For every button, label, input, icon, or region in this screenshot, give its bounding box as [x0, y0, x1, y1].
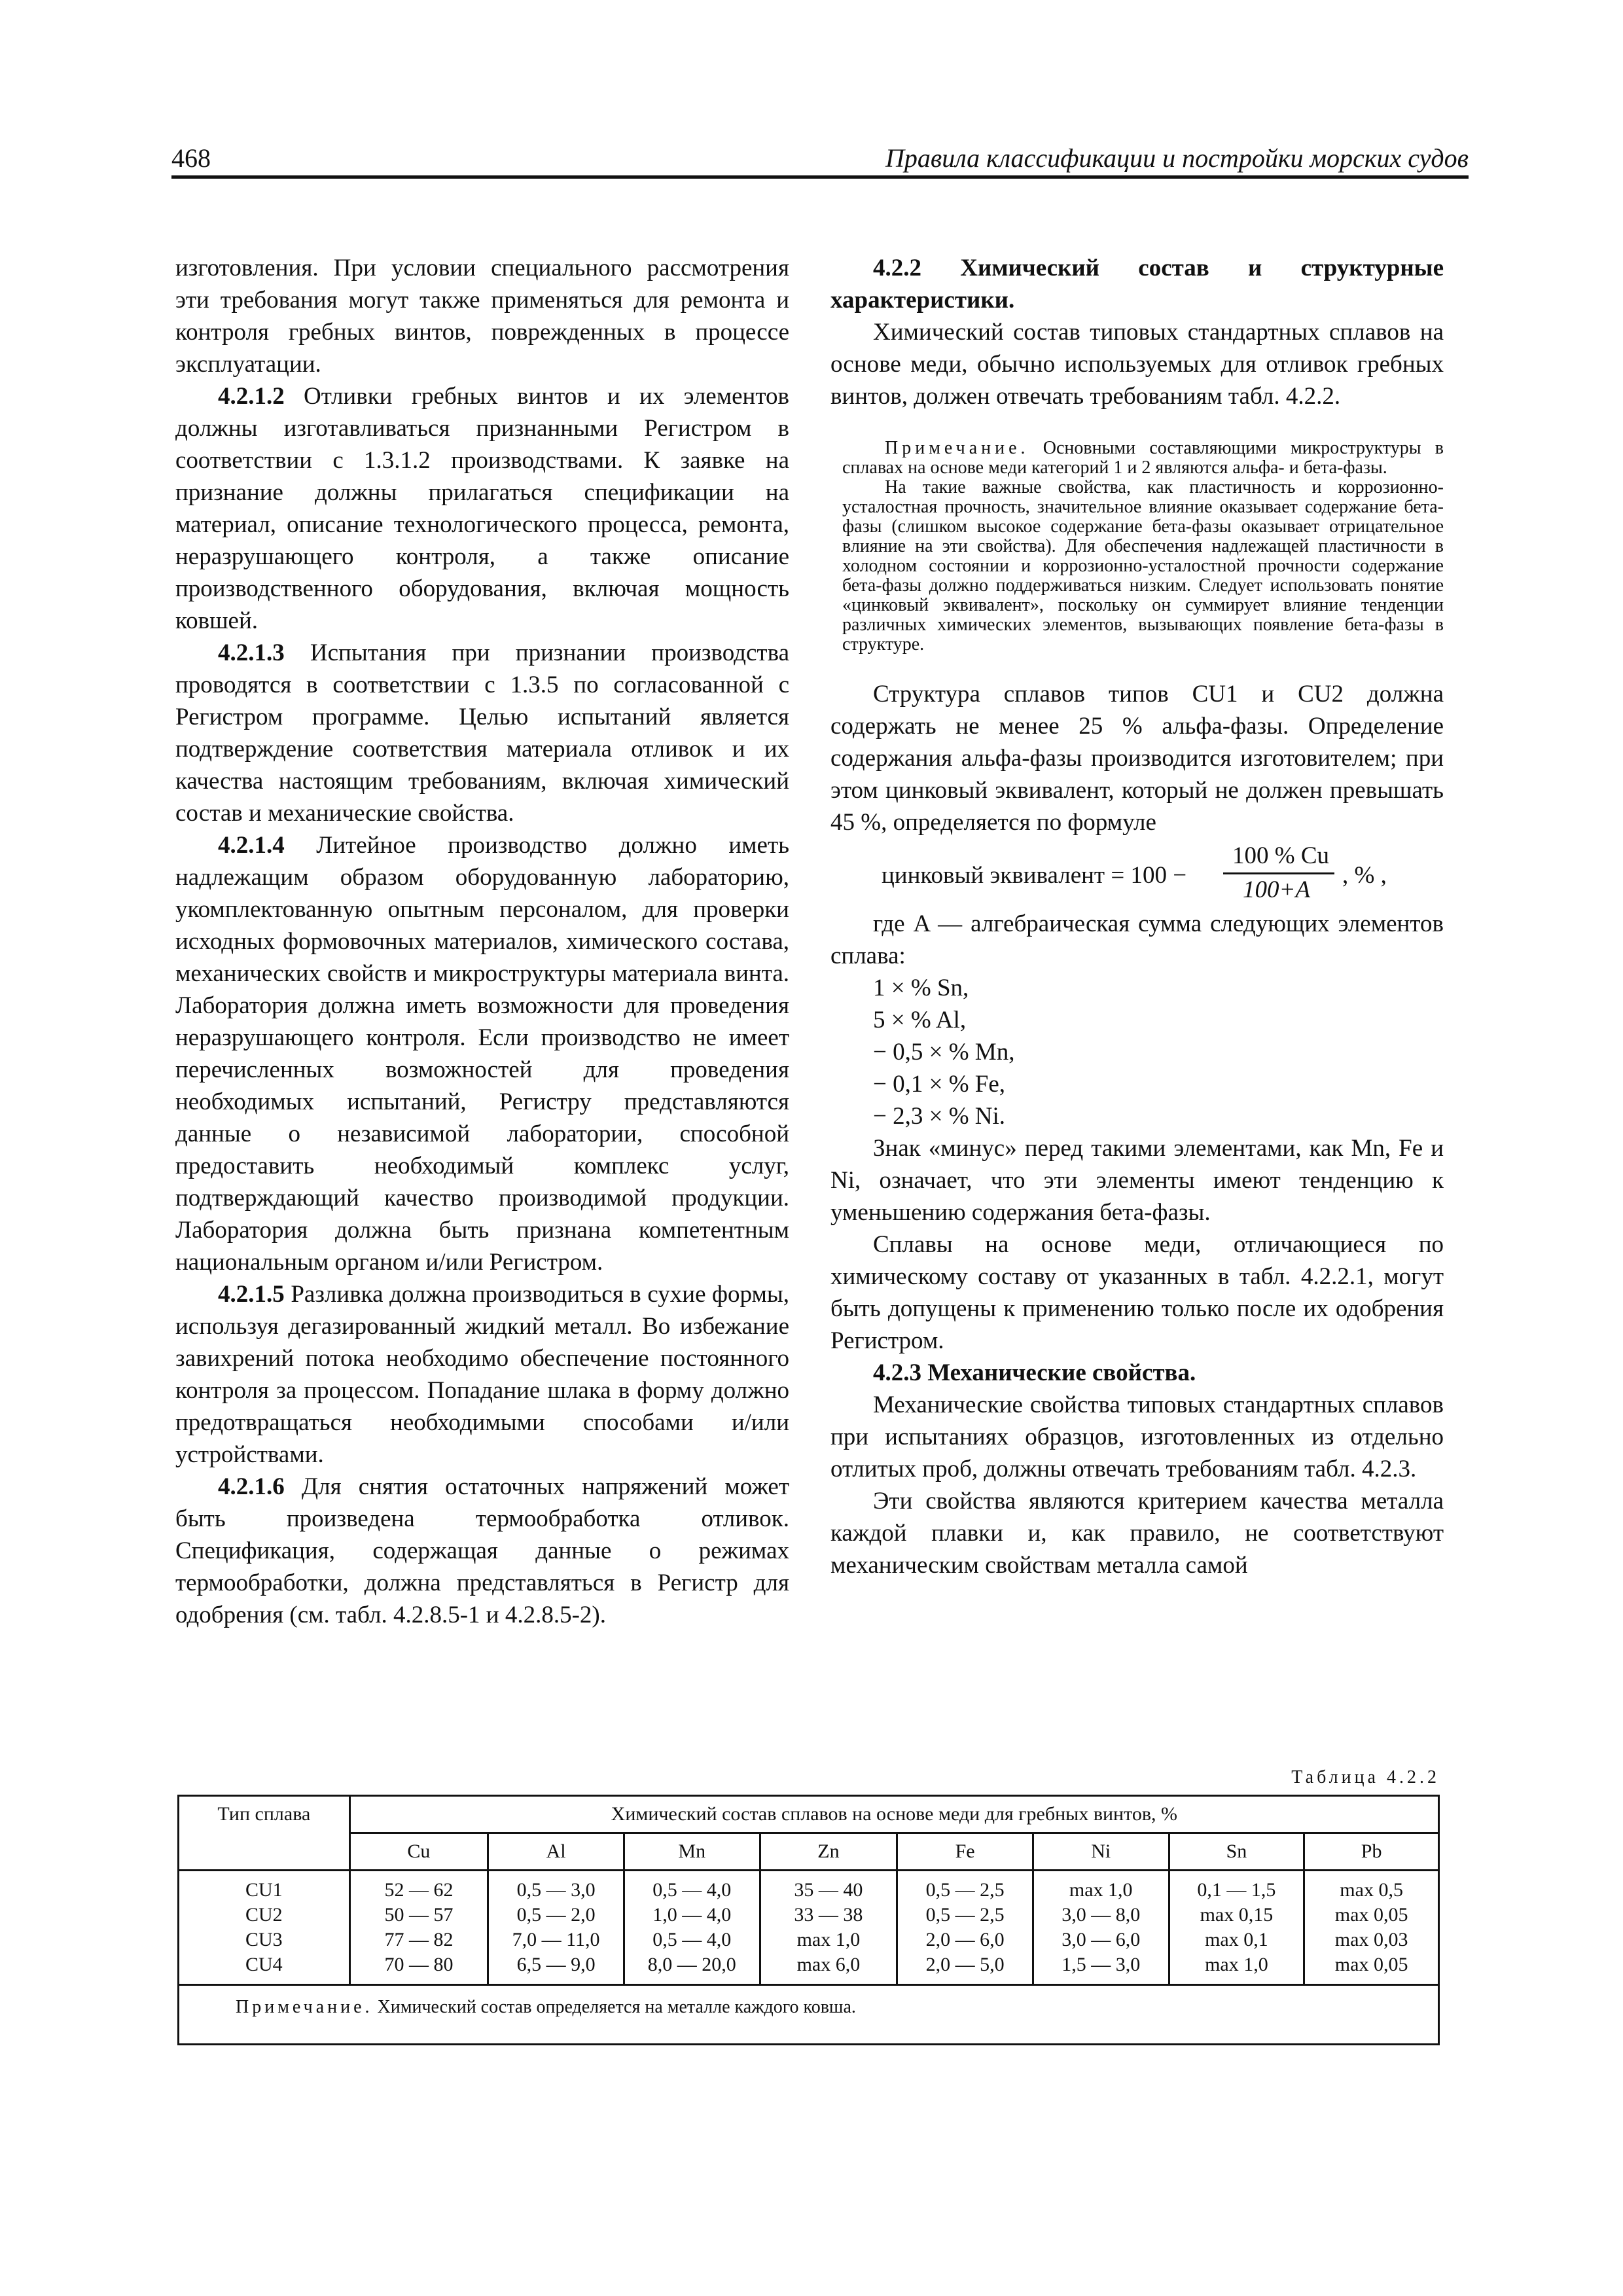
table-cell: 0,5 — 2,5 [925, 1904, 1005, 1926]
paragraph-text: Разливка должна производиться в сухие формы, используя дегазированный жидкий металл. Во избежание завихрений потока необходимо обеспечение постоянного контроля за процессом. Попадание шлака в форму должно предотвращаться необходимыми способами и/или устройствами. [175, 1281, 789, 1468]
table-cell: CU4 [245, 1954, 283, 1975]
clause-number: 4.2.1.3 [218, 639, 285, 666]
paragraph-where: где A — алгебраическая сумма следующих элементов сплава: [830, 910, 1444, 969]
table-cell: 0,1 — 1,5 [1197, 1879, 1276, 1901]
note-paragraph-2: На такие важные свойства, как пластичность и коррозионно-усталостная прочность, значительное влияние оказывает содержание бета-фазы (слишком высокое содержание бета-фазы оказывает отрицательное влияние на эти свойства). Для обеспечения надлежащей пластичности в холодном состоянии и коррозионно-усталостной прочности содержание бета-фазы должно поддерживаться низким. Следует использовать понятие «цинковый эквивалент», поскольку он суммирует влияние тенденции различных химических элементов, вызывающих появление бета-фазы в структуре. [842, 477, 1444, 655]
table-cell: 33 — 38 [794, 1904, 863, 1926]
table-cell: max 0,1 [1205, 1929, 1268, 1950]
col-header-sn: Sn [1169, 1833, 1304, 1871]
table-caption: Таблица 4.2.2 [1291, 1767, 1440, 1787]
table-cell: max 6,0 [796, 1954, 861, 1975]
list-item: − 0,5 × % Mn, [873, 1039, 1015, 1066]
table-cell: 0,5 — 3,0 [516, 1879, 596, 1901]
paragraph-minus-sign: Знак «минус» перед такими элементами, как Mn, Fe и Ni, означает, что эти элементы имеют тенденцию к уменьшению содержания бета-фазы. [830, 1135, 1444, 1226]
list-item: 5 × % Al, [873, 1007, 967, 1033]
table-cell: 52 — 62 [384, 1879, 454, 1901]
zinc-equivalent-formula [830, 840, 1444, 908]
table-cell: 1,0 — 4,0 [652, 1904, 732, 1926]
paragraph-4-2-1-6 [175, 1471, 789, 1631]
clause-number: 4.2.1.4 [218, 832, 285, 859]
cell-cu [349, 1871, 488, 1985]
col-header-zn: Zn [760, 1833, 897, 1871]
chem-composition-table [177, 1795, 1440, 2045]
table-cell: max 1,0 [1069, 1879, 1133, 1901]
table-note-text: Химический состав определяется на металле каждого ковша. [372, 1997, 856, 2017]
clause-number: 4.2.1.5 [218, 1281, 285, 1308]
col-header-fe: Fe [897, 1833, 1033, 1871]
table-cell: CU3 [245, 1929, 283, 1950]
formula-denominator: 100+A [1243, 876, 1311, 903]
paragraph-text: Литейное производство должно иметь надлежащим образом оборудованную лабораторию, укомплектованную опытным персоналом, для проверки исходных формовочных материалов, химического состава, механических свойств и микроструктуры материала винта. Лаборатория должна иметь возможности для проведения неразрушающего контроля. Если производство не имеет перечисленных возможностей для проведения необходимых испытаний, Регистру представляются данные о независимой лаборатории, способной предоставить необходимый комплекс услуг, подтверждающий качество производимой продукции. Лаборатория должна быть признана компетентным национальным органом и/или Регистром. [175, 832, 789, 1276]
paragraph-chem-requirements: Химический состав типовых стандартных сплавов на основе меди, обычно используемых для отливок гребных винтов, должен отвечать требованиям табл. 4.2.2. [830, 319, 1444, 410]
table-cell: 3,0 — 8,0 [1061, 1904, 1141, 1926]
element-list [873, 972, 1444, 1132]
table-cell: 50 — 57 [384, 1904, 454, 1926]
table-cell: max 0,15 [1200, 1904, 1274, 1926]
formula-tail: , % , [1342, 862, 1387, 889]
note-label: Примечание. [885, 438, 1029, 458]
table-cell: 0,5 — 2,0 [516, 1904, 596, 1926]
table-cell: 3,0 — 6,0 [1061, 1929, 1141, 1950]
formula-left: цинковый эквивалент = 100 − [882, 862, 1187, 889]
note-block [830, 439, 1444, 655]
running-title: Правила классификации и постройки морских судов [885, 143, 1469, 173]
col-header-type: Тип сплава [179, 1796, 350, 1871]
table-cell: max 1,0 [796, 1929, 861, 1950]
header-rule [171, 175, 1469, 179]
table-cell: 2,0 — 6,0 [925, 1929, 1005, 1950]
table-cell: 77 — 82 [384, 1929, 454, 1950]
table-cell: CU1 [245, 1879, 283, 1901]
table-note-label: Примечание. [236, 1997, 373, 2017]
table-cell: 2,0 — 5,0 [925, 1954, 1005, 1975]
note-text: Основными составляющими микроструктуры в сплавах на основе меди категорий 1 и 2 являются альфа- и бета-фазы. [842, 438, 1444, 478]
table-cell: max 1,0 [1205, 1954, 1268, 1975]
paragraph-mechanical: Механические свойства типовых стандартных сплавов при испытаниях образцов, изготовленных из отдельно отлитых проб, должны отвечать требованиям табл. 4.2.3. [830, 1391, 1444, 1482]
left-column [175, 252, 789, 1631]
right-column [830, 252, 1444, 1581]
table-header-row [179, 1796, 1439, 1833]
cell-ni [1033, 1871, 1169, 1985]
table-data-row [179, 1871, 1439, 1985]
table-cell: 0,5 — 4,0 [652, 1929, 732, 1950]
list-item: − 0,1 × % Fe, [873, 1071, 1006, 1098]
clause-number: 4.2.1.2 [218, 383, 285, 410]
cell-mn [624, 1871, 760, 1985]
paragraph-text: Испытания при признании производства проводятся в соответствии с 1.3.5 по согласованной с Регистром программе. Целью испытаний является подтверждение соответствия материала отливок и их качества настоящим требованиям, включая химический состав и механические свойства. [175, 639, 789, 827]
table-note-row [179, 1985, 1439, 2045]
table-cell: 0,5 — 2,5 [925, 1879, 1005, 1901]
col-header-pb: Pb [1304, 1833, 1439, 1871]
table-cell: max 0,5 [1340, 1879, 1403, 1901]
table-cell: CU2 [245, 1904, 283, 1926]
table-cell: 35 — 40 [794, 1879, 863, 1901]
paragraph-4-2-1-5 [175, 1278, 789, 1471]
table-cell: max 0,05 [1334, 1954, 1408, 1975]
cell-pb [1304, 1871, 1439, 1985]
list-item: − 2,3 × % Ni. [873, 1103, 1006, 1130]
page-number: 468 [171, 143, 211, 173]
table-note [179, 1985, 1439, 2045]
table-cell: 1,5 — 3,0 [1061, 1954, 1141, 1975]
col-header-al: Al [488, 1833, 624, 1871]
table-cell: 0,5 — 4,0 [652, 1879, 732, 1901]
table-cell: 70 — 80 [384, 1954, 454, 1975]
cell-fe [897, 1871, 1033, 1985]
section-heading-4-2-3: 4.2.3 Механические свойства. [873, 1359, 1196, 1386]
page-header [171, 143, 1469, 179]
clause-number: 4.2.1.6 [218, 1473, 285, 1500]
paragraph-alloys: Сплавы на основе меди, отличающиеся по химическому составу от указанных в табл. 4.2.2.1, могут быть допущены к применению только после их одобрения Регистром. [830, 1231, 1444, 1354]
cell-zn [760, 1871, 897, 1985]
paragraph-criteria: Эти свойства являются критерием качества металла каждой плавки и, как правило, не соответствуют механическим свойствам металла самой [830, 1488, 1444, 1579]
note-paragraph-1 [842, 439, 1444, 478]
table-cell: 6,5 — 9,0 [516, 1954, 596, 1975]
section-heading-4-2-2: 4.2.2 Химический состав и структурные характеристики. [830, 255, 1444, 314]
table-cell: 8,0 — 20,0 [647, 1954, 736, 1975]
paragraph-structure: Структура сплавов типов CU1 и CU2 должна содержать не менее 25 % альфа-фазы. Определение содержания альфа-фазы производится изготовителем; при этом цинковый эквивалент, который не должен превышать 45 %, определяется по формуле [830, 681, 1444, 836]
col-header-ni: Ni [1033, 1833, 1169, 1871]
cell-types [179, 1871, 350, 1985]
paragraph-continuation: изготовления. При условии специального рассмотрения эти требования могут также применяться для ремонта и контроля гребных винтов, поврежденных в процессе эксплуатации. [175, 255, 789, 378]
paragraph-text: Для снятия остаточных напряжений может быть произведена термообработка отливок. Спецификация, содержащая данные о режимах термообработки, должна представляться в Регистр для одобрения (см. табл. 4.2.8.5-1 и 4.2.8.5-2). [175, 1473, 789, 1628]
table-cell: max 0,03 [1334, 1929, 1408, 1950]
table-cell: 7,0 — 11,0 [512, 1929, 600, 1950]
list-item: 1 × % Sn, [873, 975, 969, 1001]
col-header-mn: Mn [624, 1833, 760, 1871]
cell-al [488, 1871, 624, 1985]
col-header-cu: Cu [349, 1833, 488, 1871]
group-header: Химический состав сплавов на основе меди для гребных винтов, % [349, 1796, 1438, 1833]
element-header-row [179, 1833, 1439, 1871]
paragraph-4-2-1-4 [175, 829, 789, 1278]
cell-sn [1169, 1871, 1304, 1985]
table-cell: max 0,05 [1334, 1904, 1408, 1926]
formula-numerator: 100 % Cu [1232, 842, 1329, 869]
paragraph-text: Отливки гребных винтов и их элементов должны изготавливаться признанными Регистром в соответствии с 1.3.1.2 производствами. К заявке на признание должны прилагаться спецификации на материал, описание технологического процесса, ремонта, неразрушающего контроля, а также описание производственного оборудования, включая мощность ковшей. [175, 383, 789, 634]
paragraph-4-2-1-3 [175, 637, 789, 829]
paragraph-4-2-1-2 [175, 380, 789, 637]
